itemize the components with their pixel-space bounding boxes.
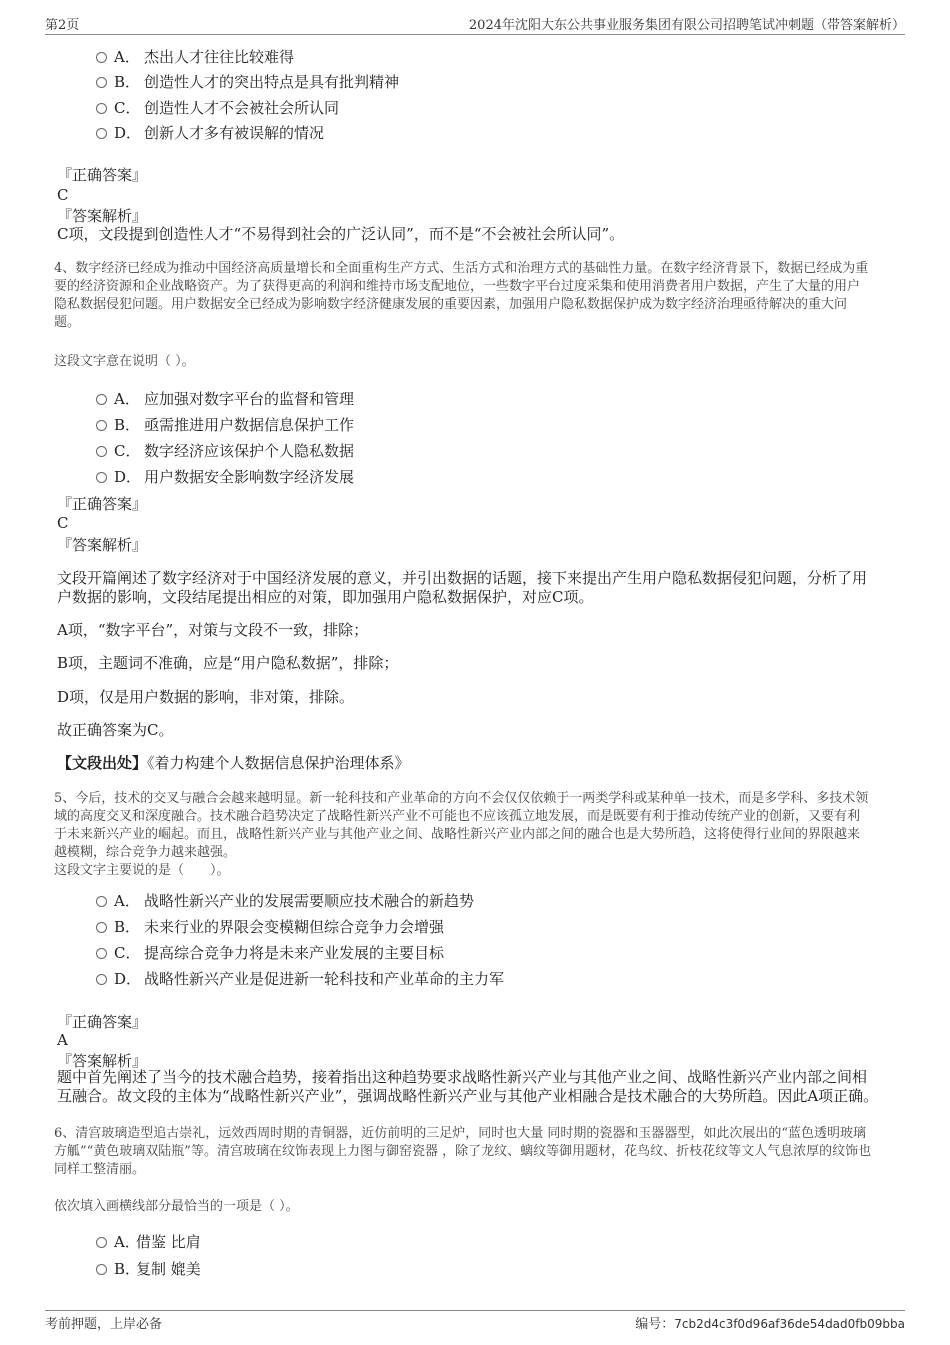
q5-analysis: 题中首先阐述了当今的技术融合趋势，接着指出这种趋势要求战略性新兴产业与其他产业之间、战略性新兴产业内部之间相 互融合。故文段的主体为“战略性新兴产业”，强调战略性新兴产业与其他产业相融合是技术融合的大势所趋。因此A项正确。 bbox=[57, 1068, 879, 1105]
q6-stem: 6、清宫玻璃造型追古崇礼，远效西周时期的青铜器，近仿前明的三足炉，同时也大量 同时期的瓷器和玉器器型，如此次展出的“蓝色透明玻璃 方觚”“黄色玻璃双陆瓶”等。清宫玻璃在纹饰表现上力图与御窑瓷器 ，除了龙纹、螭纹等御用题材，花鸟纹、折枝花纹等文人气息浓厚的纹饰也 同样工整清丽。 bbox=[54, 1126, 872, 1177]
q3-answer: C bbox=[57, 186, 69, 204]
q4-analysis-label: 『答案解析』 bbox=[57, 536, 148, 554]
q3-answer-label: 『正确答案』 bbox=[57, 166, 148, 184]
q3-analysis-label: 『答案解析』 bbox=[57, 207, 148, 225]
q4-conclusion: 故正确答案为C。 bbox=[57, 721, 174, 739]
radio-button[interactable] bbox=[96, 446, 107, 457]
radio-button[interactable] bbox=[96, 472, 107, 483]
q5-answer-label: 『正确答案』 bbox=[57, 1013, 148, 1031]
q4-answer: C bbox=[57, 514, 69, 532]
radio-button[interactable] bbox=[96, 896, 107, 907]
q4-question: 这段文字意在说明（ ）。 bbox=[54, 354, 195, 369]
q4-stem: 4、数字经济已经成为推动中国经济高质量增长和全面重构生产方式、生活方式和治理方式的基础性力量。在数字经济背景下，数据已经成为重 要的经济资源和企业战略资产。为了获得更高的利润和维持市场支配地位，一些数字平台过度采集和使用消费者用户数据，产生了大量的用户 隐私数据侵犯问题。用户数据安全已经成为影响数字经济健康发展的重要因素，加强用户隐私数据保护成为数字经济治理亟待解决的重大问 题。 bbox=[54, 261, 869, 330]
footer-divider bbox=[45, 1310, 905, 1311]
q4-note-b: B项，主题词不准确，应是“用户隐私数据”，排除； bbox=[57, 654, 399, 672]
radio-button[interactable] bbox=[96, 52, 107, 63]
radio-button[interactable] bbox=[96, 77, 107, 88]
q4-note-a: A项，“数字平台”，对策与文段不一致，排除； bbox=[57, 621, 369, 639]
footer-slogan: 考前押题，上岸必备 bbox=[45, 1317, 163, 1332]
q4-source-title: 《着力构建个人数据信息保护治理体系》 bbox=[147, 754, 410, 772]
q5-answer: A bbox=[57, 1031, 68, 1049]
radio-button[interactable] bbox=[96, 922, 107, 933]
radio-button[interactable] bbox=[96, 394, 107, 405]
q4-source bbox=[57, 753, 410, 773]
document-title: 2024年沈阳大东公共事业服务集团有限公司招聘笔试冲刺题（带答案解析） bbox=[468, 18, 905, 33]
q4-source-label: 【文段出处】 bbox=[57, 754, 148, 772]
radio-button[interactable] bbox=[96, 1237, 107, 1248]
radio-button[interactable] bbox=[96, 128, 107, 139]
page-footer bbox=[45, 1313, 905, 1331]
radio-button[interactable] bbox=[96, 420, 107, 431]
radio-button[interactable] bbox=[96, 974, 107, 985]
page-header bbox=[45, 14, 905, 34]
q5-analysis-label: 『答案解析』 bbox=[57, 1052, 148, 1070]
q6-question: 依次填入画横线部分最恰当的一项是（ ）。 bbox=[54, 1199, 299, 1214]
radio-button[interactable] bbox=[96, 948, 107, 959]
header-divider bbox=[45, 34, 905, 35]
q5-stem: 5、今后，技术的交叉与融合会越来越明显。新一轮科技和产业革命的方向不会仅仅依赖于一两类学科或某种单一技术，而是多学科、多技术领 域的高度交叉和深度融合。技术融合趋势决定了战略性新兴产业不可能也不应该孤立地发展，而是既要有利于推动传统产业的创新，又要有利 于未来新兴产业的崛起。而且，战略性新兴产业与其他产业之间、战略性新兴产业内部之间的融合也是大势所趋，这将使得行业间的界限越来 越模糊，综合竞争力越来越强。 这段文字主要说的是（ ）。 bbox=[54, 791, 869, 878]
q4-note-d: D项，仅是用户数据的影响，非对策，排除。 bbox=[57, 688, 355, 706]
page-number: 第2页 bbox=[45, 18, 80, 33]
radio-button[interactable] bbox=[96, 1264, 107, 1275]
q4-analysis: 文段开篇阐述了数字经济对于中国经济发展的意义，并引出数据的话题，接下来提出产生用户隐私数据侵犯问题，分析了用 户数据的影响，文段结尾提出相应的对策，即加强用户隐私数据保护，对应C项。 bbox=[57, 569, 868, 606]
document-code: 编号：7cb2d4c3f0d96af36de54dad0fb09bba bbox=[635, 1317, 905, 1332]
radio-button[interactable] bbox=[96, 103, 107, 114]
q3-analysis: C项，文段提到创造性人才“不易得到社会的广泛认同”，而不是“不会被社会所认同”。 bbox=[57, 225, 625, 243]
q4-answer-label: 『正确答案』 bbox=[57, 495, 148, 513]
